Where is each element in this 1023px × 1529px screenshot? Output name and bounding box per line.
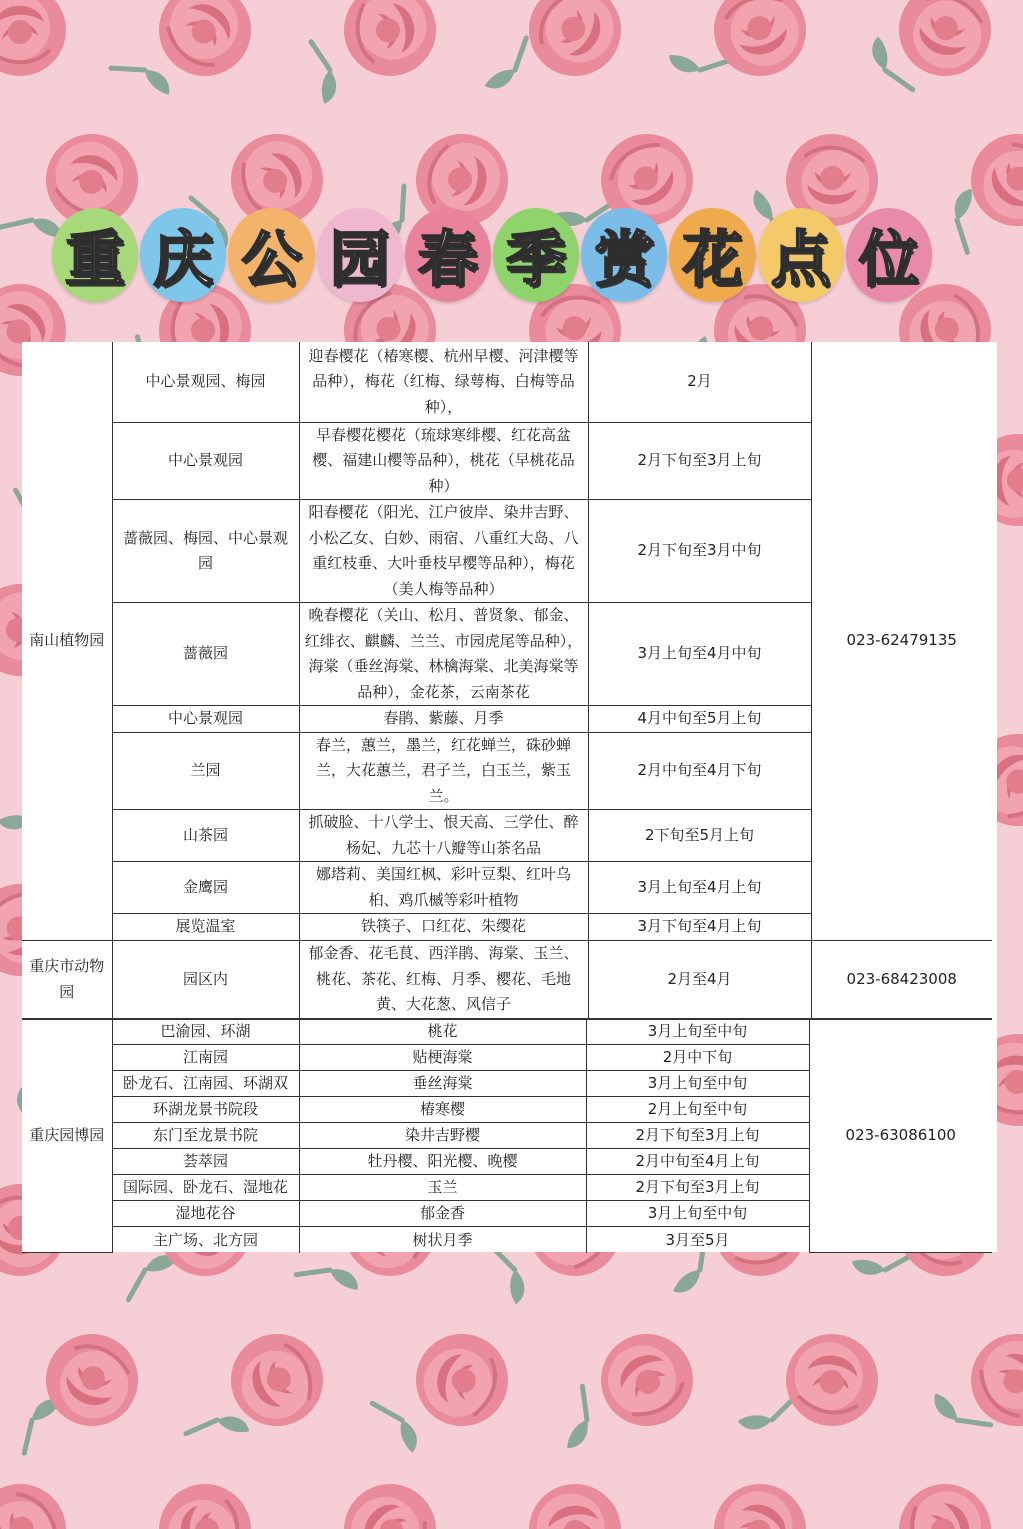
time-cell: 2月中旬至4月上旬 — [586, 1149, 809, 1175]
flowers-cell: 春兰，蕙兰，墨兰，红花蝉兰，硃砂蝉兰，大花蕙兰，君子兰，白玉兰，紫玉兰。 — [299, 732, 588, 810]
park-name: 重庆园博园 — [22, 1019, 112, 1253]
rose-icon — [778, 1326, 886, 1434]
area-cell: 中心景观园 — [112, 706, 299, 733]
area-cell: 金鹰园 — [112, 862, 299, 914]
rose-icon — [0, 1465, 85, 1529]
area-cell: 江南园 — [112, 1045, 299, 1071]
area-cell: 主广场、北方园 — [112, 1227, 299, 1253]
title-char: 花 — [669, 208, 755, 302]
area-cell: 蔷薇园、梅园、中心景观园 — [112, 500, 299, 603]
phone-cell: 023-63086100 — [809, 1019, 992, 1253]
area-cell: 卧龙石、江南园、环湖双 — [112, 1071, 299, 1097]
area-cell: 展览温室 — [112, 914, 299, 941]
rose-icon — [584, 1317, 710, 1443]
flowers-cell: 玉兰 — [299, 1175, 586, 1201]
flowers-cell: 牡丹樱、阳光樱、晚樱 — [299, 1149, 586, 1175]
flowers-cell: 娜塔莉、美国红枫、彩叶豆梨、红叶乌桕、鸡爪槭等彩叶植物 — [299, 862, 588, 914]
rose-icon — [511, 0, 638, 94]
flowers-cell: 迎春樱花（椿寒樱、杭州早樱、河津樱等品种），梅花（红梅、绿萼梅、白梅等品种）， — [299, 342, 588, 422]
area-cell: 山茶园 — [112, 810, 299, 862]
time-cell: 2月中下旬 — [586, 1045, 809, 1071]
leaf-icon — [111, 46, 174, 113]
leaf-icon — [545, 1386, 610, 1452]
leaf-icon — [296, 42, 347, 106]
rose-icon — [703, 0, 817, 87]
rose-icon — [952, 115, 1023, 245]
rose-icon — [325, 1465, 455, 1529]
leaf-icon — [486, 1246, 528, 1305]
area-cell: 园区内 — [112, 940, 299, 1019]
flowers-cell: 早春樱花樱花（琉球寒绯樱、红花高盆樱、福建山樱等品种），桃花（早桃花品种） — [299, 422, 588, 500]
time-cell: 2月上旬至中旬 — [586, 1097, 809, 1123]
area-cell: 国际园、卧龙石、湿地花 — [112, 1175, 299, 1201]
flowers-cell: 抓破脸、十八学士、恨天高、三学仕、醉杨妃、九芯十八瓣等山茶名品 — [299, 810, 588, 862]
rose-icon — [30, 1318, 154, 1442]
leaf-icon — [474, 38, 540, 93]
time-cell: 3月上旬至4月上旬 — [588, 862, 811, 914]
flowers-cell: 郁金香 — [299, 1201, 586, 1227]
phone-cell: 023-68423008 — [811, 940, 992, 1019]
expo-garden-table — [22, 1018, 992, 1253]
time-cell: 2月 — [588, 342, 811, 422]
title-char: 庆 — [140, 208, 226, 302]
time-cell: 3月上旬至4月中旬 — [588, 603, 811, 706]
area-cell: 东门至龙景书院 — [112, 1123, 299, 1149]
title-char: 季 — [493, 208, 579, 302]
time-cell: 2月中旬至4月下旬 — [588, 732, 811, 810]
time-cell: 2月下旬至3月上旬 — [586, 1123, 809, 1149]
flowers-cell: 春鹃、紫藤、月季 — [299, 706, 588, 733]
area-cell: 蔷薇园 — [112, 603, 299, 706]
time-cell: 3月上旬至中旬 — [586, 1019, 809, 1045]
area-cell: 荟萃园 — [112, 1149, 299, 1175]
flowers-cell: 桃花 — [299, 1019, 586, 1045]
leaf-icon — [737, 1391, 796, 1433]
park-name: 南山植物园 — [22, 342, 112, 940]
phone-cell: 023-62479135 — [811, 342, 992, 940]
area-cell: 巴渝园、环湖 — [112, 1019, 299, 1045]
time-cell: 3月下旬至4月上旬 — [588, 914, 811, 941]
time-cell: 4月中旬至5月上旬 — [588, 706, 811, 733]
nanshan-zoo-table — [22, 342, 992, 1020]
area-cell: 中心景观园 — [112, 422, 299, 500]
time-cell: 2月下旬至3月中旬 — [588, 500, 811, 603]
rose-icon — [158, 1483, 252, 1529]
flowers-cell: 贴梗海棠 — [299, 1045, 586, 1071]
flower-schedule-sheet — [22, 342, 997, 1252]
time-cell: 3月上旬至中旬 — [586, 1201, 809, 1227]
title-char: 重 — [52, 208, 138, 302]
area-cell: 环湖龙景书院段 — [112, 1097, 299, 1123]
flowers-cell: 树状月季 — [299, 1227, 586, 1253]
title-char: 赏 — [581, 208, 667, 302]
rose-icon — [338, 0, 442, 82]
rose-icon — [889, 1474, 1002, 1529]
flowers-cell: 晚春樱花（关山、松月、普贤象、郁金、红绯衣、麒麟、兰兰、市园虎尾等品种），海棠（垂丝海棠、林檎海棠、北美海棠等品种），金花茶，云南茶花 — [299, 603, 588, 706]
time-cell: 3月至5月 — [586, 1227, 809, 1253]
flowers-cell: 阳春樱花（阳光、江户彼岸、染井吉野、小松乙女、白妙、雨宿、八重红大岛、八重红枝垂、大叶垂枝早樱等品种），梅花（美人梅等品种） — [299, 500, 588, 603]
leaf-icon — [372, 1396, 419, 1458]
time-cell: 2月下旬至3月上旬 — [586, 1175, 809, 1201]
title-char: 位 — [846, 208, 932, 302]
title-char: 公 — [228, 208, 314, 302]
title-char: 春 — [405, 208, 491, 302]
title-char: 园 — [317, 208, 403, 302]
area-cell: 兰园 — [112, 732, 299, 810]
title-char: 点 — [758, 208, 844, 302]
rose-icon — [696, 1466, 824, 1529]
area-cell: 中心景观园、梅园 — [112, 342, 299, 422]
flowers-cell: 郁金香、花毛茛、西洋鹃、海棠、玉兰、桃花、茶花、红梅、月季、樱花、毛地黄、大花葱、风信子 — [299, 940, 588, 1019]
rose-icon — [884, 0, 1006, 91]
time-cell: 2下旬至5月上旬 — [588, 810, 811, 862]
time-cell: 3月上旬至中旬 — [586, 1071, 809, 1097]
flowers-cell: 椿寒樱 — [299, 1097, 586, 1123]
time-cell: 2月至4月 — [588, 940, 811, 1019]
rose-icon — [524, 1479, 627, 1529]
time-cell: 2月下旬至3月上旬 — [588, 422, 811, 500]
flowers-cell: 染井吉野樱 — [299, 1123, 586, 1149]
rose-icon — [404, 1322, 521, 1439]
rose-icon — [0, 0, 66, 76]
flowers-cell: 垂丝海棠 — [299, 1071, 586, 1097]
flowers-cell: 铁筷子、口红花、朱缨花 — [299, 914, 588, 941]
page-title — [52, 208, 932, 308]
park-name: 重庆市动物园 — [22, 940, 112, 1019]
area-cell: 湿地花谷 — [112, 1201, 299, 1227]
